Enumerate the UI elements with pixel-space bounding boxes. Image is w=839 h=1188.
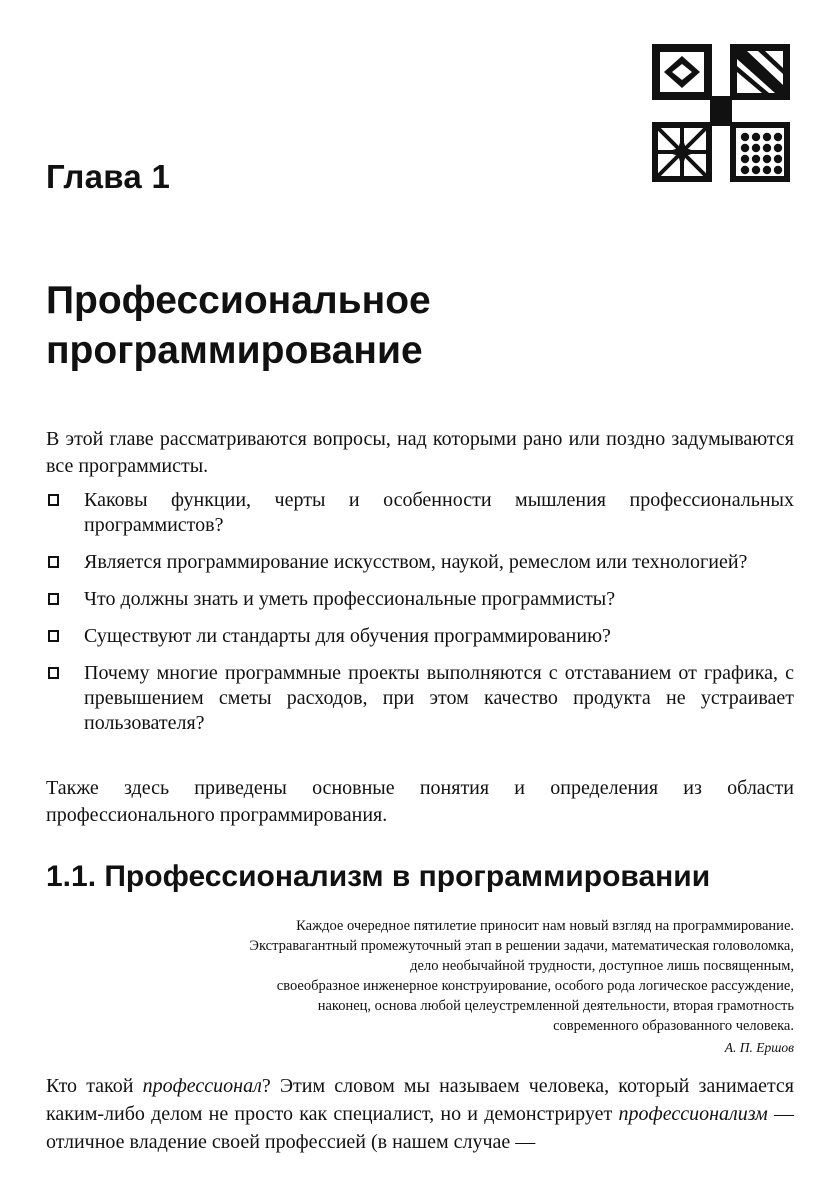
list-item-text: Существуют ли стандарты для обучения программированию?	[84, 625, 611, 647]
dot-grid-icon	[730, 122, 790, 182]
checkbox-bullet-icon	[48, 630, 59, 642]
chapter-title-line-1: Профессиональное	[46, 279, 431, 322]
intro-paragraph: В этой главе рассматриваются вопросы, над которыми рано или поздно задумываются все программисты.	[46, 428, 794, 477]
diagonal-stripes-icon	[730, 44, 790, 100]
epigraph-line: дело необычайной трудности, доступное лишь посвященным,	[410, 958, 794, 974]
epigraph-author: А. П. Ершов	[724, 1040, 794, 1055]
final-paragraph	[46, 1072, 794, 1156]
emphasized-term: профессионализм	[618, 1103, 768, 1125]
chapter-label: Глава 1	[46, 158, 171, 195]
list-item	[46, 488, 794, 538]
checkbox-bullet-icon	[48, 556, 59, 568]
diamond-in-square-icon	[652, 44, 712, 100]
list-item	[46, 550, 794, 575]
text-run: — отличное владение своей профессией (в нашем случае —	[46, 1103, 794, 1153]
checkbox-bullet-icon	[48, 593, 59, 605]
chapter-title-line-2: программирование	[46, 329, 423, 372]
list-item	[46, 661, 794, 736]
text-run: ? Этим словом мы называем человека, который занимается каким-либо делом не просто как специалист, но и демонстрирует	[46, 1075, 795, 1125]
section-title: 1.1. Профессионализм в программировании	[46, 860, 711, 893]
list-item	[46, 587, 794, 612]
epigraph-line: наконец, основа любой целеустремленной деятельности, вторая грамотность	[317, 998, 794, 1014]
list-item	[46, 624, 794, 649]
text-run: Кто такой	[46, 1075, 143, 1097]
epigraph	[90, 916, 794, 1036]
chapter-title	[46, 276, 746, 376]
checkbox-bullet-icon	[48, 494, 59, 506]
list-item-text: Является программирование искусством, наукой, ремеслом или технологией?	[84, 551, 748, 573]
outro-paragraph: Также здесь приведены основные понятия и определения из области профессионального программирования.	[46, 777, 794, 826]
chapter-emblem	[652, 44, 790, 182]
list-item-text: Каковы функции, черты и особенности мышления профессиональных программистов?	[84, 489, 794, 536]
emphasized-term: профессионал	[142, 1075, 262, 1097]
checkbox-bullet-icon	[48, 667, 59, 679]
list-item-text: Что должны знать и уметь профессиональные программисты?	[84, 588, 616, 610]
question-list	[46, 488, 794, 748]
epigraph-line: своеобразное инженерное конструирование, особого рода логическое рассуждение,	[276, 978, 794, 994]
star-burst-icon	[652, 122, 712, 182]
epigraph-line: Каждое очередное пятилетие приносит нам новый взгляд на программирование.	[296, 918, 794, 934]
epigraph-line: современного образованного человека.	[553, 1018, 794, 1034]
list-item-text: Почему многие программные проекты выполняются с отставанием от графика, с превышением сметы расходов, при этом качество продукта не устраивает пользователя?	[84, 662, 794, 734]
epigraph-line: Экстравагантный промежуточный этап в решении задачи, математическая головоломка,	[249, 938, 794, 954]
